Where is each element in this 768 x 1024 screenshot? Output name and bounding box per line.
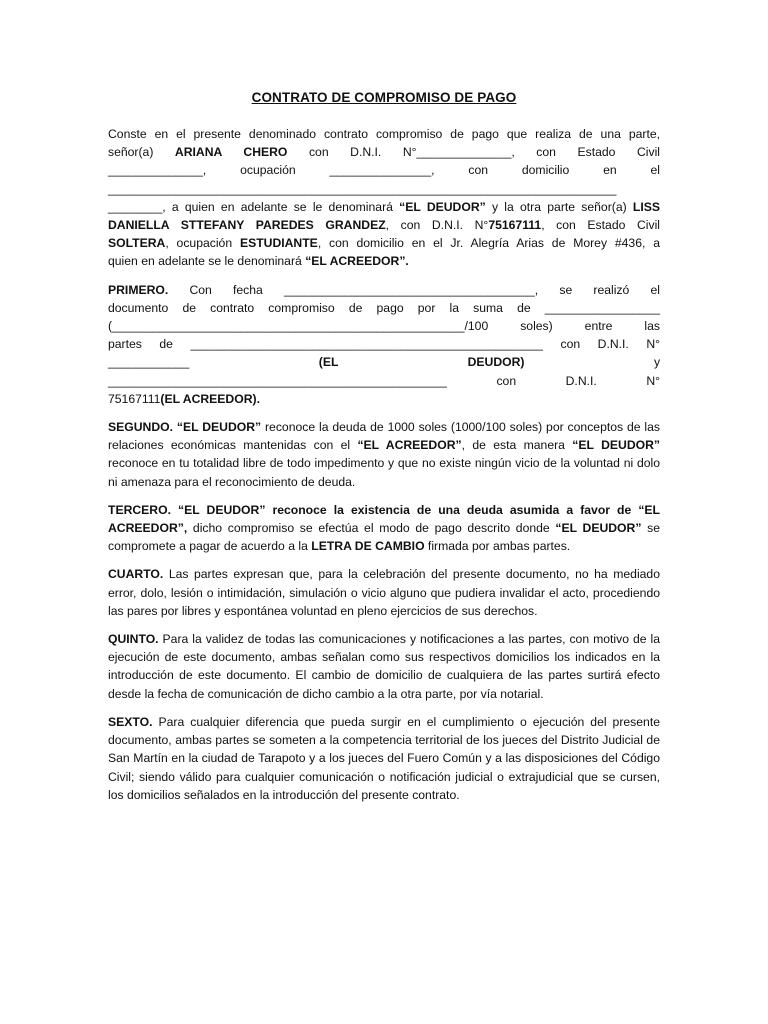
clause-line: PRIMERO. Con fecha _____________________________________, se realizó el xyxy=(108,282,660,297)
clause-line: (____________________________________________________/100 soles) entre las xyxy=(108,319,660,334)
clause-heading: SEXTO. xyxy=(108,714,153,729)
clause-quinto: QUINTO. Para la validez de todas las comunicaciones y notificaciones a las partes, con motivo de la ejecución de este documento, ambas señalan como sus respectivos domicilios los indicados en la introducción de este documento. El cambio de domicilio de cualquiera de las partes surtirá efecto desde la fecha de comunicación de dicho cambio a la otra parte, por vía notarial. xyxy=(108,632,660,701)
clause-cuarto: CUARTO. Las partes expresan que, para la celebración del presente documento, no ha mediado error, dolo, lesión o intimidación, simulación o vicio alguno que pudiera invalidar el acto, procediendo las pares por libres y espontánea voluntad en pleno ejercicios de sus derechos. xyxy=(108,567,660,618)
intro-line: ___________________________________________________________________________ xyxy=(108,181,617,196)
intro-paragraph xyxy=(108,125,660,271)
intro-line: señor(a) ARIANA CHERO con D.N.I. N°______________, con Estado Civil xyxy=(108,145,660,160)
debtor-name: ARIANA CHERO xyxy=(174,145,288,160)
intro-line: ________, a quien en adelante se le denominará “EL DEUDOR” y la otra parte señor(a) LISS xyxy=(108,199,660,214)
clause-tercero: TERCERO. “EL DEUDOR” reconoce la existencia de una deuda asumida a favor de “EL ACREEDOR”, dicho compromiso se efectúa el modo de pago descrito donde “EL DEUDOR” se compromete a pagar de acuerdo a la LETRA DE CAMBIO firmada por ambas partes. xyxy=(108,502,660,554)
clause-primero xyxy=(108,281,660,408)
clause-heading: SEGUNDO. “EL DEUDOR” xyxy=(108,420,262,435)
clause-line: partes de ____________________________________________________ con D.N.I. N° xyxy=(108,337,660,352)
intro-line: ______________, ocupación _______________, con domicilio en el xyxy=(108,163,660,178)
clause-line: 75167111(EL ACREEDOR). xyxy=(108,391,260,406)
intro-line: Conste en el presente denominado contrato compromiso de pago que realiza de una parte, xyxy=(108,127,660,141)
clause-heading: QUINTO. xyxy=(108,632,159,647)
clause-heading: PRIMERO. xyxy=(108,282,169,297)
clause-segundo: SEGUNDO. “EL DEUDOR” reconoce la deuda de 1000 soles (1000/100 soles) por conceptos de las relaciones económicas mantenidas con el “EL ACREEDOR”, de esta manera “EL DEUDOR” reconoce en tu totalidad libre de todo impedimento y que no existe ningún vicio de la voluntad ni dolo ni amenaza para el reconocimiento de deuda. xyxy=(108,420,660,489)
creditor-name: DANIELLA STTEFANY PAREDES GRANDEZ xyxy=(108,218,386,233)
clause-line: ____________ (EL DEUDOR) y xyxy=(108,355,661,370)
document-title: CONTRATO DE COMPROMISO DE PAGO xyxy=(251,90,517,105)
clause-line: __________________________________________________ con D.N.I. N° xyxy=(108,373,660,388)
clause-sexto: SEXTO. Para cualquier diferencia que pueda surgir en el cumplimiento o ejecución del presente documento, ambas partes se someten a la competencia territorial de los jueces del Distrito Judicial de San Martín en la ciudad de Tarapoto y a los jueces del Fuero Común y a las disposiciones del Código Civil; siendo válido para cualquier comunicación o notificación judicial o extrajudicial que se cursen, los domicilios señalados en la introducción del presente contrato. xyxy=(108,714,660,802)
clause-line: documento de contrato compromiso de pago por la suma de _________________ xyxy=(108,300,660,315)
clause-heading: CUARTO. xyxy=(108,567,164,582)
clause-heading: TERCERO. “EL DEUDOR” reconoce la existencia de una deuda asumida a favor de “EL ACREEDOR”, xyxy=(108,502,660,536)
intro-line: quien en adelante se le denominará “EL ACREEDOR”. xyxy=(108,254,409,269)
intro-line: DANIELLA STTEFANY PAREDES GRANDEZ, con D.N.I. N°75167111, con Estado Civil xyxy=(108,218,660,233)
intro-line: SOLTERA, ocupación ESTUDIANTE, con domicilio en el Jr. Alegría Arias de Morey #436, a xyxy=(108,236,660,251)
